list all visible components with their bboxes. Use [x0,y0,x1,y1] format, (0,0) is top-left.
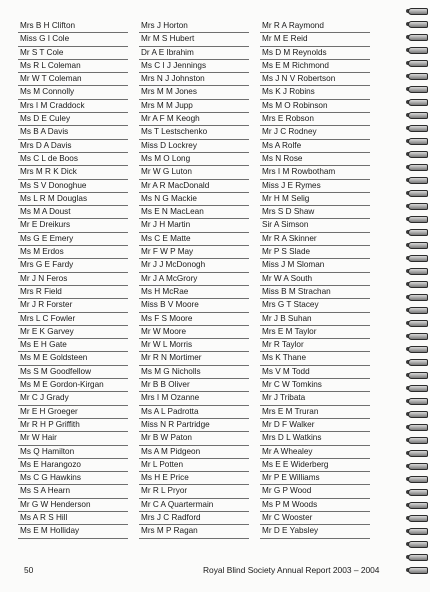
list-item: Mr A F M Keogh [139,113,249,126]
list-item: Mr H M Selig [260,193,370,206]
binding-coil [406,203,428,209]
list-item: Ms M O Long [139,153,249,166]
binding-coil [406,489,428,495]
list-item: Sir A Simson [260,219,370,232]
list-item: Miss B M Strachan [260,286,370,299]
list-item: Mr W G Luton [139,166,249,179]
list-item: Miss B V Moore [139,299,249,312]
list-item: Mrs G T Stacey [260,299,370,312]
list-item: Mr R A Skinner [260,233,370,246]
list-item: Mr C J Grady [18,392,128,405]
list-item: Dr A E Ibrahim [139,47,249,60]
list-item: Mr W A South [260,273,370,286]
binding-coil [406,177,428,183]
list-item: Mr W T Coleman [18,73,128,86]
list-item: Mr R N Mortimer [139,352,249,365]
binding-coil [406,8,428,14]
list-item: Mr W Hair [18,432,128,445]
list-item: Mrs M R K Dick [18,166,128,179]
binding-coil [406,99,428,105]
list-item: Ms D M Reynolds [260,47,370,60]
list-item: Mr W Moore [139,326,249,339]
page-footer [0,563,430,577]
list-item: Mrs J Horton [139,20,249,33]
list-item: Mr P S Slade [260,246,370,259]
binding-coil [406,216,428,222]
binding-coil [406,60,428,66]
list-item: Miss G I Cole [18,33,128,46]
binding-coil [406,281,428,287]
list-item: Ms A L Padrotta [139,406,249,419]
list-item: Ms G E Emery [18,233,128,246]
list-item: Mr C A Quartermain [139,499,249,512]
list-item: Mr B W Paton [139,432,249,445]
list-item: Mrs E M Taylor [260,326,370,339]
list-item: Ms V M Todd [260,366,370,379]
list-item: Mr C W Tomkins [260,379,370,392]
list-item: Mr P E Williams [260,472,370,485]
list-item: Mrs D L Watkins [260,432,370,445]
binding-coil [406,164,428,170]
list-item: Mr G W Henderson [18,499,128,512]
binding-coil [406,398,428,404]
list-item: Ms Q Hamilton [18,446,128,459]
binding-coil [406,255,428,261]
binding-coil [406,229,428,235]
list-item: Mr J H Martin [139,219,249,232]
binding-coil [406,515,428,521]
report-title: Royal Blind Society Annual Report 2003 – 2004 [203,565,380,575]
binding-coil [406,424,428,430]
binding-coil [406,112,428,118]
binding-coil [406,73,428,79]
list-item: Ms J N V Robertson [260,73,370,86]
name-list [18,20,378,536]
list-item: Ms E N MacLean [139,206,249,219]
list-item: Ms N G Mackie [139,193,249,206]
list-item: Ms M Connolly [18,86,128,99]
list-item: Ms L R M Douglas [18,193,128,206]
binding-coil [406,450,428,456]
list-item: Mr E Dreikurs [18,219,128,232]
binding-coil [406,372,428,378]
list-item: Ms A M Pidgeon [139,446,249,459]
binding-coil [406,541,428,547]
list-item: Mr W L Morris [139,339,249,352]
list-item: Mrs E M Truran [260,406,370,419]
list-item: Ms S A Hearn [18,485,128,498]
binding-coil [406,437,428,443]
binding-coil [406,242,428,248]
list-item: Mr C Wooster [260,512,370,525]
list-item: Ms M O Robinson [260,100,370,113]
list-item: Mr J R Forster [18,299,128,312]
list-item: Mrs S D Shaw [260,206,370,219]
list-item: Miss D Lockrey [139,140,249,153]
list-item: Ms T Lestschenko [139,126,249,139]
binding-coil [406,21,428,27]
binding-coil [406,138,428,144]
list-item: Mr M E Reid [260,33,370,46]
list-item: Ms K Thane [260,352,370,365]
list-item: Ms M E Goldsteen [18,352,128,365]
list-item: Miss J E Rymes [260,180,370,193]
spiral-binding [404,8,430,586]
binding-coil [406,333,428,339]
list-item: Mr J A McGrory [139,273,249,286]
binding-coil [406,463,428,469]
list-item: Mr J C Rodney [260,126,370,139]
binding-coil [406,320,428,326]
binding-coil [406,190,428,196]
list-item: Ms A Rolfe [260,140,370,153]
list-item: Ms E H Gate [18,339,128,352]
binding-coil [406,411,428,417]
list-item: Mr S T Cole [18,47,128,60]
binding-coil [406,567,428,573]
list-item: Mr J J McDonogh [139,259,249,272]
list-item: Ms C E Matte [139,233,249,246]
list-item: Mrs J C Radford [139,512,249,525]
binding-coil [406,385,428,391]
list-item: Ms M Erdos [18,246,128,259]
list-item: Mr J Tribata [260,392,370,405]
list-item: Ms C I J Jennings [139,60,249,73]
binding-coil [406,294,428,300]
list-item: Mr D F Walker [260,419,370,432]
list-item: Mr A Whealey [260,446,370,459]
list-item: Miss N R Partridge [139,419,249,432]
list-item: Mrs M M Jones [139,86,249,99]
binding-coil [406,346,428,352]
list-item: Mr R L Pryor [139,485,249,498]
binding-coil [406,86,428,92]
list-item: Mr E K Garvey [18,326,128,339]
list-item: Ms H McRae [139,286,249,299]
list-item: Ms P M Woods [260,499,370,512]
list-item: Ms M G Nicholls [139,366,249,379]
list-item: Ms H E Price [139,472,249,485]
binding-coil [406,554,428,560]
binding-coil [406,359,428,365]
list-item: Mrs M P Ragan [139,525,249,538]
list-item: Mrs E Robson [260,113,370,126]
list-item: Ms E M Richmond [260,60,370,73]
binding-coil [406,125,428,131]
binding-coil [406,47,428,53]
binding-coil [406,502,428,508]
binding-coil [406,151,428,157]
list-item: Mr M S Hubert [139,33,249,46]
list-item: Mr L Potten [139,459,249,472]
list-item: Ms S V Donoghue [18,180,128,193]
list-item: Ms R L Coleman [18,60,128,73]
list-item: Mr D E Yabsley [260,525,370,538]
binding-coil [406,476,428,482]
list-item: Mr R Taylor [260,339,370,352]
list-item: Ms C L de Boos [18,153,128,166]
list-item: Ms S M Goodfellow [18,366,128,379]
list-item: Mr B B Oliver [139,379,249,392]
list-item: Mr R A Raymond [260,20,370,33]
list-item: Ms D E Culey [18,113,128,126]
list-item: Ms E M Holliday [18,525,128,538]
list-item: Mr R H P Griffith [18,419,128,432]
list-item: Ms A R S Hill [18,512,128,525]
list-item: Miss J M Sloman [260,259,370,272]
binding-coil [406,528,428,534]
list-item: Mrs I M Craddock [18,100,128,113]
list-item: Mrs I M Ozanne [139,392,249,405]
list-item: Mrs G E Fardy [18,259,128,272]
list-item: Mr E H Groeger [18,406,128,419]
list-item: Ms M A Doust [18,206,128,219]
list-item: Ms E Harangozo [18,459,128,472]
list-item: Mrs B H Clifton [18,20,128,33]
list-item: Ms F S Moore [139,313,249,326]
list-item: Mr G P Wood [260,485,370,498]
binding-coil [406,268,428,274]
list-item: Ms C G Hawkins [18,472,128,485]
list-item: Mr A R MacDonald [139,180,249,193]
list-item: Ms E E Widerberg [260,459,370,472]
list-item: Ms K J Robins [260,86,370,99]
binding-coil [406,34,428,40]
list-item: Mrs N J Johnston [139,73,249,86]
list-item: Ms M E Gordon-Kirgan [18,379,128,392]
page-number: 50 [24,565,34,575]
name-column-3 [260,20,370,539]
list-item: Mrs M M Jupp [139,100,249,113]
list-item: Mr J B Suhan [260,313,370,326]
list-item: Ms N Rose [260,153,370,166]
binding-coil [406,307,428,313]
list-item: Ms B A Davis [18,126,128,139]
list-item: Mrs R Field [18,286,128,299]
name-column-1 [18,20,128,539]
list-item: Mr J N Feros [18,273,128,286]
list-item: Mr F W P May [139,246,249,259]
list-item: Mrs D A Davis [18,140,128,153]
list-item: Mrs I M Rowbotham [260,166,370,179]
list-item: Mrs L C Fowler [18,313,128,326]
name-column-2 [139,20,249,539]
